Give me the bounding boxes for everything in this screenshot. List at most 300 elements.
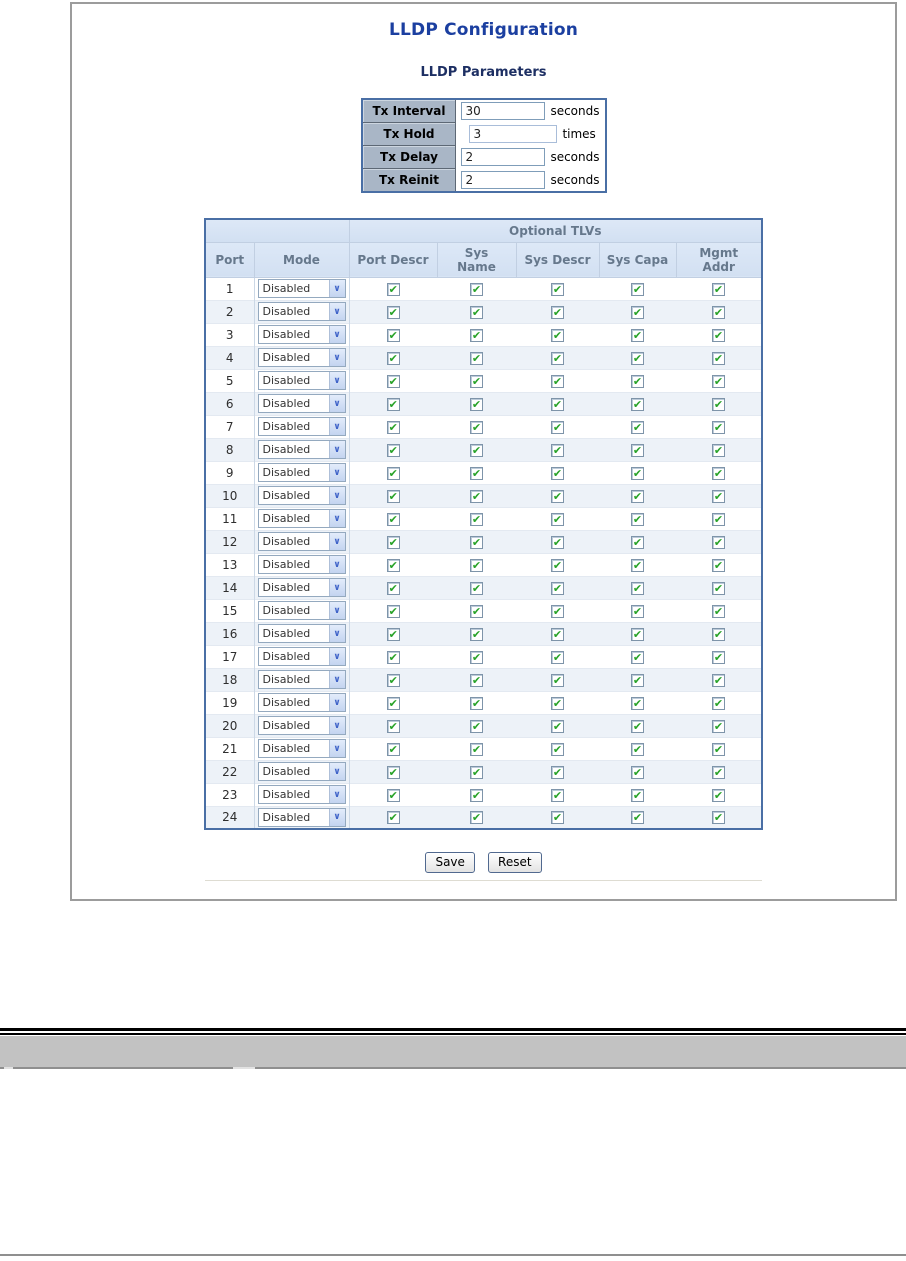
port-descr-checkbox-port-19[interactable] <box>387 697 400 710</box>
sys-descr-checkbox-port-5[interactable] <box>551 375 564 388</box>
port-descr-checkbox-port-8[interactable] <box>387 444 400 457</box>
check-icon: ✔ <box>388 374 398 388</box>
port-number: 2 <box>205 300 254 323</box>
check-icon: ✔ <box>552 420 563 434</box>
sys-descr-checkbox-port-19[interactable] <box>551 697 564 710</box>
check-icon: ✔ <box>632 650 643 664</box>
port-descr-checkbox-port-15[interactable] <box>387 605 400 618</box>
check-icon: ✔ <box>552 811 563 825</box>
check-icon: ✔ <box>471 765 482 779</box>
port-number: 16 <box>205 622 254 645</box>
col-header-sys-descr: Sys Descr <box>516 242 599 277</box>
tlv-cell-sys-descr <box>516 806 599 829</box>
tx-interval-row <box>362 99 606 123</box>
sys-name-checkbox-port-2[interactable] <box>470 306 483 319</box>
sys-name-checkbox-port-23[interactable] <box>470 789 483 802</box>
check-icon: ✔ <box>713 558 724 572</box>
mode-select-port-13[interactable] <box>258 555 346 574</box>
check-icon: ✔ <box>713 282 724 296</box>
check-icon: ✔ <box>632 604 643 618</box>
chevron-down-icon: ∨ <box>329 280 345 297</box>
mode-select-value: Disabled <box>262 351 311 364</box>
mgmt-addr-checkbox-port-17[interactable] <box>712 651 725 664</box>
check-icon: ✔ <box>388 489 398 503</box>
sys-capa-checkbox-port-24[interactable] <box>631 811 644 824</box>
mode-cell <box>254 323 349 346</box>
tlv-cell-sys-name <box>437 599 516 622</box>
sys-name-checkbox-port-1[interactable] <box>470 283 483 296</box>
mode-select-value: Disabled <box>262 466 311 479</box>
port-descr-checkbox-port-23[interactable] <box>387 789 400 802</box>
sys-descr-checkbox-port-18[interactable] <box>551 674 564 687</box>
tlv-cell-mgmt-addr <box>676 346 762 369</box>
check-icon: ✔ <box>388 351 398 365</box>
mode-select-port-19[interactable] <box>258 693 346 712</box>
mode-select-port-17[interactable] <box>258 647 346 666</box>
sys-name-checkbox-port-12[interactable] <box>470 536 483 549</box>
sys-descr-checkbox-port-1[interactable] <box>551 283 564 296</box>
sys-name-checkbox-port-18[interactable] <box>470 674 483 687</box>
port-descr-checkbox-port-20[interactable] <box>387 720 400 733</box>
tlv-cell-port-descr <box>349 691 437 714</box>
tlv-cell-mgmt-addr <box>676 622 762 645</box>
tlv-cell-sys-descr <box>516 323 599 346</box>
port-descr-checkbox-port-13[interactable] <box>387 559 400 572</box>
port-descr-checkbox-port-9[interactable] <box>387 467 400 480</box>
sys-name-checkbox-port-17[interactable] <box>470 651 483 664</box>
mode-select-port-21[interactable] <box>258 739 346 758</box>
tlv-cell-port-descr <box>349 622 437 645</box>
port-descr-checkbox-port-17[interactable] <box>387 651 400 664</box>
check-icon: ✔ <box>388 581 398 595</box>
port-row-19 <box>205 691 762 714</box>
mode-cell <box>254 369 349 392</box>
col-header-port-descr: Port Descr <box>349 242 437 277</box>
port-row-13 <box>205 553 762 576</box>
sys-name-checkbox-port-22[interactable] <box>470 766 483 779</box>
sys-descr-checkbox-port-14[interactable] <box>551 582 564 595</box>
port-number: 18 <box>205 668 254 691</box>
sys-descr-checkbox-port-3[interactable] <box>551 329 564 342</box>
tlv-cell-sys-name <box>437 530 516 553</box>
sys-descr-checkbox-port-4[interactable] <box>551 352 564 365</box>
sys-capa-checkbox-port-23[interactable] <box>631 789 644 802</box>
mode-select-port-8[interactable] <box>258 440 346 459</box>
chevron-down-icon: ∨ <box>329 487 345 504</box>
sys-name-checkbox-port-9[interactable] <box>470 467 483 480</box>
chevron-down-icon: ∨ <box>329 326 345 343</box>
mode-cell <box>254 415 349 438</box>
chevron-down-icon: ∨ <box>329 510 345 527</box>
sys-capa-checkbox-port-11[interactable] <box>631 513 644 526</box>
port-descr-checkbox-port-2[interactable] <box>387 306 400 319</box>
sys-capa-checkbox-port-13[interactable] <box>631 559 644 572</box>
mode-select-port-22[interactable] <box>258 762 346 781</box>
check-icon: ✔ <box>632 420 643 434</box>
tlv-cell-mgmt-addr <box>676 645 762 668</box>
mode-select-port-5[interactable] <box>258 371 346 390</box>
check-icon: ✔ <box>388 443 398 457</box>
tlv-cell-sys-descr <box>516 553 599 576</box>
check-icon: ✔ <box>713 673 724 687</box>
mode-select-port-3[interactable] <box>258 325 346 344</box>
tlv-cell-sys-descr <box>516 760 599 783</box>
sys-descr-checkbox-port-16[interactable] <box>551 628 564 641</box>
port-descr-checkbox-port-24[interactable] <box>387 811 400 824</box>
sys-name-checkbox-port-14[interactable] <box>470 582 483 595</box>
sys-name-checkbox-port-10[interactable] <box>470 490 483 503</box>
tlv-cell-sys-name <box>437 760 516 783</box>
sys-descr-checkbox-port-12[interactable] <box>551 536 564 549</box>
sys-descr-checkbox-port-8[interactable] <box>551 444 564 457</box>
sys-name-checkbox-port-8[interactable] <box>470 444 483 457</box>
check-icon: ✔ <box>471 443 482 457</box>
check-icon: ✔ <box>471 581 482 595</box>
tx-reinit-input[interactable] <box>461 171 545 189</box>
mode-select-port-15[interactable] <box>258 601 346 620</box>
sys-capa-checkbox-port-4[interactable] <box>631 352 644 365</box>
check-icon: ✔ <box>632 512 643 526</box>
port-descr-checkbox-port-14[interactable] <box>387 582 400 595</box>
port-descr-checkbox-port-21[interactable] <box>387 743 400 756</box>
mode-select-value: Disabled <box>262 650 311 663</box>
check-icon: ✔ <box>388 719 398 733</box>
check-icon: ✔ <box>471 282 482 296</box>
mode-select-port-14[interactable] <box>258 578 346 597</box>
tlv-cell-sys-capa <box>599 484 676 507</box>
sys-name-checkbox-port-7[interactable] <box>470 421 483 434</box>
mode-cell <box>254 576 349 599</box>
port-descr-checkbox-port-12[interactable] <box>387 536 400 549</box>
save-button[interactable]: Save <box>425 852 474 873</box>
port-number: 22 <box>205 760 254 783</box>
tlv-cell-sys-descr <box>516 645 599 668</box>
mgmt-addr-checkbox-port-11[interactable] <box>712 513 725 526</box>
check-icon: ✔ <box>713 305 724 319</box>
mode-select-value: Disabled <box>262 765 311 778</box>
check-icon: ✔ <box>713 765 724 779</box>
sys-capa-checkbox-port-8[interactable] <box>631 444 644 457</box>
port-row-21 <box>205 737 762 760</box>
mode-cell <box>254 461 349 484</box>
port-number: 1 <box>205 277 254 300</box>
tlv-cell-port-descr <box>349 645 437 668</box>
mgmt-addr-checkbox-port-13[interactable] <box>712 559 725 572</box>
tlv-cell-sys-name <box>437 323 516 346</box>
tlv-cell-mgmt-addr <box>676 369 762 392</box>
sys-name-checkbox-port-20[interactable] <box>470 720 483 733</box>
mode-select-port-24[interactable] <box>258 808 346 827</box>
mode-select-port-16[interactable] <box>258 624 346 643</box>
mode-select-port-4[interactable] <box>258 348 346 367</box>
tx-delay-input[interactable] <box>461 148 545 166</box>
mgmt-addr-checkbox-port-21[interactable] <box>712 743 725 756</box>
mode-select-value: Disabled <box>262 719 311 732</box>
page-title: LLDP Configuration <box>388 20 579 40</box>
mode-select-value: Disabled <box>262 282 311 295</box>
port-number: 20 <box>205 714 254 737</box>
tlv-cell-mgmt-addr <box>676 576 762 599</box>
col-header-mgmt-addr: Mgmt Addr <box>676 242 762 277</box>
mgmt-addr-checkbox-port-22[interactable] <box>712 766 725 779</box>
mode-select-port-23[interactable] <box>258 785 346 804</box>
tlv-cell-sys-descr <box>516 484 599 507</box>
tlv-cell-sys-descr <box>516 461 599 484</box>
port-number: 10 <box>205 484 254 507</box>
mgmt-addr-checkbox-port-15[interactable] <box>712 605 725 618</box>
tx-interval-input[interactable] <box>461 102 545 120</box>
sys-capa-checkbox-port-12[interactable] <box>631 536 644 549</box>
mgmt-addr-checkbox-port-3[interactable] <box>712 329 725 342</box>
tlv-cell-sys-descr <box>516 507 599 530</box>
check-icon: ✔ <box>632 443 643 457</box>
reset-button[interactable]: Reset <box>488 852 542 873</box>
sys-capa-checkbox-port-19[interactable] <box>631 697 644 710</box>
tlv-cell-sys-name <box>437 438 516 461</box>
mode-select-port-10[interactable] <box>258 486 346 505</box>
chevron-down-icon: ∨ <box>329 763 345 780</box>
chevron-down-icon: ∨ <box>329 671 345 688</box>
port-row-5 <box>205 369 762 392</box>
sys-capa-checkbox-port-7[interactable] <box>631 421 644 434</box>
mode-cell <box>254 599 349 622</box>
mode-select-value: Disabled <box>262 420 311 433</box>
tlv-cell-mgmt-addr <box>676 714 762 737</box>
tx-reinit-row <box>362 169 606 193</box>
sys-descr-checkbox-port-17[interactable] <box>551 651 564 664</box>
tx-interval-unit-label: seconds <box>550 104 600 119</box>
sys-name-checkbox-port-6[interactable] <box>470 398 483 411</box>
tlv-cell-port-descr <box>349 438 437 461</box>
sys-capa-checkbox-port-3[interactable] <box>631 329 644 342</box>
tlv-cell-sys-name <box>437 553 516 576</box>
mgmt-addr-checkbox-port-10[interactable] <box>712 490 725 503</box>
mode-select-port-18[interactable] <box>258 670 346 689</box>
check-icon: ✔ <box>471 466 482 480</box>
tlv-cell-port-descr <box>349 553 437 576</box>
sys-capa-checkbox-port-5[interactable] <box>631 375 644 388</box>
port-row-23 <box>205 783 762 806</box>
mgmt-addr-checkbox-port-12[interactable] <box>712 536 725 549</box>
sys-descr-checkbox-port-22[interactable] <box>551 766 564 779</box>
port-descr-checkbox-port-4[interactable] <box>387 352 400 365</box>
form-actions <box>72 851 895 873</box>
sys-capa-checkbox-port-15[interactable] <box>631 605 644 618</box>
sys-name-checkbox-port-3[interactable] <box>470 329 483 342</box>
mgmt-addr-checkbox-port-5[interactable] <box>712 375 725 388</box>
sys-descr-checkbox-port-21[interactable] <box>551 743 564 756</box>
mgmt-addr-checkbox-port-9[interactable] <box>712 467 725 480</box>
check-icon: ✔ <box>632 765 643 779</box>
sys-capa-checkbox-port-14[interactable] <box>631 582 644 595</box>
mode-select-port-2[interactable] <box>258 302 346 321</box>
check-icon: ✔ <box>388 811 398 825</box>
check-icon: ✔ <box>388 765 398 779</box>
sys-name-checkbox-port-21[interactable] <box>470 743 483 756</box>
check-icon: ✔ <box>471 420 482 434</box>
sys-capa-checkbox-port-16[interactable] <box>631 628 644 641</box>
check-icon: ✔ <box>552 696 563 710</box>
check-icon: ✔ <box>552 719 563 733</box>
sys-name-checkbox-port-13[interactable] <box>470 559 483 572</box>
port-descr-checkbox-port-3[interactable] <box>387 329 400 342</box>
tlv-cell-mgmt-addr <box>676 392 762 415</box>
port-row-14 <box>205 576 762 599</box>
tlv-cell-sys-capa <box>599 507 676 530</box>
port-descr-checkbox-port-6[interactable] <box>387 398 400 411</box>
sys-capa-checkbox-port-21[interactable] <box>631 743 644 756</box>
tx-hold-row <box>362 123 606 146</box>
mode-select-port-11[interactable] <box>258 509 346 528</box>
tx-interval-value-cell <box>456 99 606 123</box>
mode-select-port-20[interactable] <box>258 716 346 735</box>
mode-select-value: Disabled <box>262 374 311 387</box>
sys-name-checkbox-port-4[interactable] <box>470 352 483 365</box>
mgmt-addr-checkbox-port-4[interactable] <box>712 352 725 365</box>
sys-descr-checkbox-port-15[interactable] <box>551 605 564 618</box>
port-descr-checkbox-port-5[interactable] <box>387 375 400 388</box>
check-icon: ✔ <box>388 673 398 687</box>
mode-select-value: Disabled <box>262 443 311 456</box>
mode-select-value: Disabled <box>262 788 311 801</box>
sys-descr-checkbox-port-2[interactable] <box>551 306 564 319</box>
tlv-cell-port-descr <box>349 346 437 369</box>
check-icon: ✔ <box>388 420 398 434</box>
mode-select-port-12[interactable] <box>258 532 346 551</box>
port-descr-checkbox-port-11[interactable] <box>387 513 400 526</box>
port-row-9 <box>205 461 762 484</box>
tx-hold-input[interactable] <box>469 125 557 143</box>
chevron-down-icon: ∨ <box>329 625 345 642</box>
sys-capa-checkbox-port-6[interactable] <box>631 398 644 411</box>
port-descr-checkbox-port-18[interactable] <box>387 674 400 687</box>
check-icon: ✔ <box>713 604 724 618</box>
tlv-cell-sys-capa <box>599 760 676 783</box>
sys-descr-checkbox-port-23[interactable] <box>551 789 564 802</box>
sys-name-checkbox-port-15[interactable] <box>470 605 483 618</box>
tlv-cell-sys-descr <box>516 530 599 553</box>
sys-descr-checkbox-port-9[interactable] <box>551 467 564 480</box>
tlv-cell-sys-capa <box>599 346 676 369</box>
port-descr-checkbox-port-16[interactable] <box>387 628 400 641</box>
port-descr-checkbox-port-10[interactable] <box>387 490 400 503</box>
tlv-cell-sys-capa <box>599 691 676 714</box>
mgmt-addr-checkbox-port-6[interactable] <box>712 398 725 411</box>
sys-descr-checkbox-port-7[interactable] <box>551 421 564 434</box>
tlv-cell-sys-descr <box>516 369 599 392</box>
tlv-cell-mgmt-addr <box>676 760 762 783</box>
tx-reinit-value-cell <box>456 169 606 193</box>
sys-descr-checkbox-port-20[interactable] <box>551 720 564 733</box>
check-icon: ✔ <box>632 742 643 756</box>
check-icon: ✔ <box>632 397 643 411</box>
sys-capa-checkbox-port-17[interactable] <box>631 651 644 664</box>
check-icon: ✔ <box>552 305 563 319</box>
sys-descr-checkbox-port-24[interactable] <box>551 811 564 824</box>
sys-name-checkbox-port-19[interactable] <box>470 697 483 710</box>
sys-capa-checkbox-port-20[interactable] <box>631 720 644 733</box>
port-descr-checkbox-port-22[interactable] <box>387 766 400 779</box>
tlv-cell-port-descr <box>349 806 437 829</box>
tlv-cell-port-descr <box>349 783 437 806</box>
mgmt-addr-checkbox-port-8[interactable] <box>712 444 725 457</box>
mgmt-addr-checkbox-port-14[interactable] <box>712 582 725 595</box>
check-icon: ✔ <box>713 489 724 503</box>
chevron-down-icon: ∨ <box>329 464 345 481</box>
mgmt-addr-checkbox-port-16[interactable] <box>712 628 725 641</box>
check-icon: ✔ <box>388 650 398 664</box>
tlv-cell-port-descr <box>349 576 437 599</box>
mgmt-addr-checkbox-port-23[interactable] <box>712 789 725 802</box>
mode-cell <box>254 300 349 323</box>
check-icon: ✔ <box>632 305 643 319</box>
tlv-cell-sys-capa <box>599 553 676 576</box>
mode-select-port-6[interactable] <box>258 394 346 413</box>
mgmt-addr-checkbox-port-24[interactable] <box>712 811 725 824</box>
mode-select-value: Disabled <box>262 810 311 824</box>
port-descr-checkbox-port-1[interactable] <box>387 283 400 296</box>
mode-select-port-1[interactable] <box>258 279 346 298</box>
mode-cell <box>254 691 349 714</box>
check-icon: ✔ <box>388 558 398 572</box>
check-icon: ✔ <box>632 466 643 480</box>
mode-select-value: Disabled <box>262 673 311 686</box>
check-icon: ✔ <box>632 558 643 572</box>
mgmt-addr-checkbox-port-19[interactable] <box>712 697 725 710</box>
sys-descr-checkbox-port-11[interactable] <box>551 513 564 526</box>
sys-capa-checkbox-port-22[interactable] <box>631 766 644 779</box>
mgmt-addr-checkbox-port-1[interactable] <box>712 283 725 296</box>
sys-name-checkbox-port-16[interactable] <box>470 628 483 641</box>
check-icon: ✔ <box>471 328 482 342</box>
mode-select-port-9[interactable] <box>258 463 346 482</box>
tlv-cell-sys-name <box>437 461 516 484</box>
sys-capa-checkbox-port-2[interactable] <box>631 306 644 319</box>
sys-capa-checkbox-port-9[interactable] <box>631 467 644 480</box>
mgmt-addr-checkbox-port-2[interactable] <box>712 306 725 319</box>
sys-name-checkbox-port-11[interactable] <box>470 513 483 526</box>
sys-capa-checkbox-port-10[interactable] <box>631 490 644 503</box>
col-header-sys-name: Sys Name <box>437 242 516 277</box>
check-icon: ✔ <box>388 627 398 641</box>
port-number: 24 <box>205 806 254 829</box>
tlv-cell-sys-descr <box>516 668 599 691</box>
tlv-cell-mgmt-addr <box>676 530 762 553</box>
mgmt-addr-checkbox-port-7[interactable] <box>712 421 725 434</box>
sys-name-checkbox-port-24[interactable] <box>470 811 483 824</box>
chevron-down-icon: ∨ <box>329 694 345 711</box>
mode-select-port-7[interactable] <box>258 417 346 436</box>
tlv-cell-mgmt-addr <box>676 806 762 829</box>
check-icon: ✔ <box>388 535 398 549</box>
port-number: 5 <box>205 369 254 392</box>
port-descr-checkbox-port-7[interactable] <box>387 421 400 434</box>
check-icon: ✔ <box>713 466 724 480</box>
sys-capa-checkbox-port-18[interactable] <box>631 674 644 687</box>
check-icon: ✔ <box>552 627 563 641</box>
tlv-cell-sys-capa <box>599 277 676 300</box>
sys-name-checkbox-port-5[interactable] <box>470 375 483 388</box>
sys-descr-checkbox-port-6[interactable] <box>551 398 564 411</box>
sys-capa-checkbox-port-1[interactable] <box>631 283 644 296</box>
sys-descr-checkbox-port-13[interactable] <box>551 559 564 572</box>
mgmt-addr-checkbox-port-20[interactable] <box>712 720 725 733</box>
port-number: 6 <box>205 392 254 415</box>
sys-descr-checkbox-port-10[interactable] <box>551 490 564 503</box>
tlv-cell-sys-name <box>437 622 516 645</box>
mgmt-addr-checkbox-port-18[interactable] <box>712 674 725 687</box>
port-row-20 <box>205 714 762 737</box>
